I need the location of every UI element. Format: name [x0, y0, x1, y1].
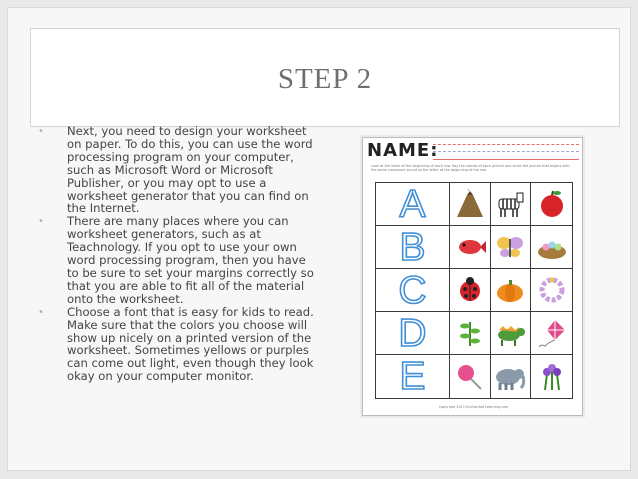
elephant-icon	[491, 355, 532, 398]
worksheet-instructions: Look at the letter at the beginning of each row. Say the names of each picture and circle the picture that begins with the same consonant sound as the letter at the beginning of the row.	[371, 164, 570, 173]
letter-cell	[376, 226, 450, 269]
worksheet-image	[362, 137, 583, 416]
bullet-item	[38, 306, 320, 383]
bullet-text: There are many places where you can worksheet generators, such as at Teachnology. If you opt to use your own word processing program, then you have to be sure to set your margins correctly so that you are able to fit all of the material onto the worksheet.	[67, 214, 314, 306]
zebra-icon	[491, 183, 532, 226]
bullet-item	[38, 125, 320, 215]
title-box	[30, 28, 620, 127]
slide-title: STEP 2	[277, 62, 373, 95]
worksheet-name-heading: NAME:	[367, 140, 439, 161]
pumpkin-icon	[491, 269, 532, 312]
beads-icon	[531, 269, 572, 312]
flowers-icon	[531, 355, 572, 398]
volcano-icon	[450, 183, 491, 226]
letter-cell	[376, 269, 450, 312]
bullet-item	[38, 215, 320, 305]
lollipop-icon	[450, 355, 491, 398]
letter-d: D	[398, 311, 427, 355]
dinosaur-icon	[491, 312, 532, 355]
bullet-text: Next, you need to design your worksheet on paper. To do this, you can use the word processing program on your computer, such as Microsoft Word or Microsoft Publisher, or you may opt to use a worksheet generator that you can find on the Internet.	[67, 124, 313, 216]
slide	[7, 7, 631, 471]
name-writing-lines	[433, 144, 579, 160]
letter-cell	[376, 312, 450, 355]
kite-icon	[531, 312, 572, 355]
letter-c: C	[398, 268, 427, 312]
bullet-dot-icon: •	[38, 306, 44, 318]
fish-icon	[450, 226, 491, 269]
worksheet-grid	[375, 182, 573, 399]
bullet-dot-icon: •	[38, 126, 44, 137]
ladybug-icon	[450, 269, 491, 312]
apple-icon	[531, 183, 572, 226]
butterfly-icon	[491, 226, 532, 269]
plant-icon	[450, 312, 491, 355]
worksheet-copyright: Copyright 2011 Enchanted Learning.com	[438, 405, 509, 409]
letter-cell	[376, 355, 450, 398]
bullet-list	[38, 125, 320, 383]
bullet-text: Choose a font that is easy for kids to read. Make sure that the colors you choose will show up nicely on a printed version of the worksheet. Sometimes yellows or purples can come out light, even though they look okay on your computer monitor.	[67, 304, 314, 384]
nest-icon	[531, 226, 572, 269]
letter-e: E	[399, 355, 426, 398]
bullet-dot-icon: •	[38, 216, 44, 228]
letter-a: A	[399, 182, 426, 226]
letter-b: B	[399, 225, 426, 269]
letter-cell	[376, 183, 450, 226]
